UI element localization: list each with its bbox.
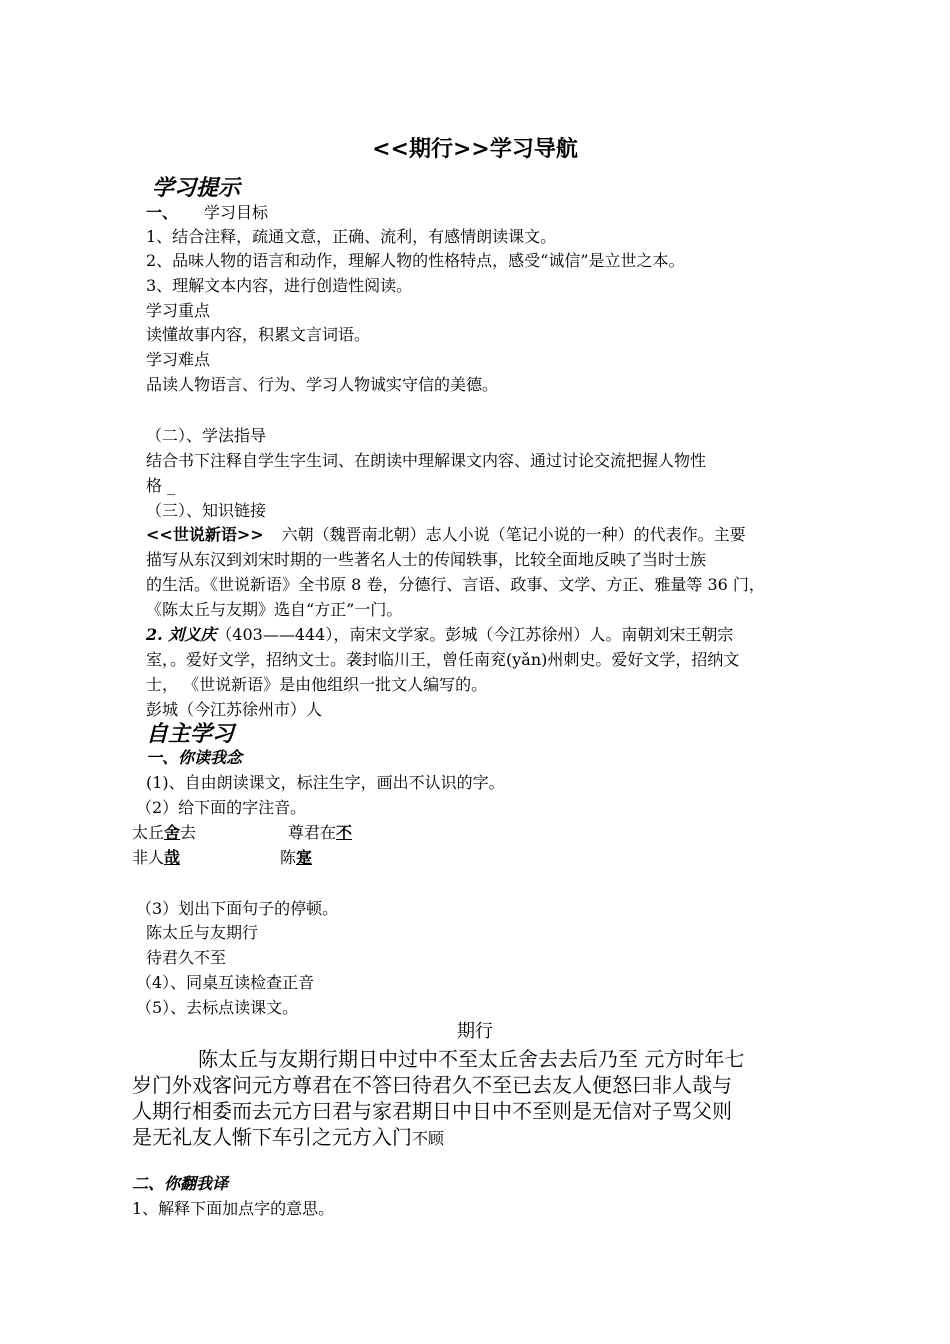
read-item-1: (1)、自由朗读课文，标注生字，画出不认识的字。 bbox=[146, 773, 505, 792]
link-label: （三）、知识链接 bbox=[146, 501, 267, 520]
link2-line-3: 士， 《世说新语》是由他组织一批文人编写的。 bbox=[146, 675, 488, 694]
difficulty-text: 品读人物语言、行为、学习人物诚实守信的美德。 bbox=[146, 375, 499, 394]
goal-item-2: 2、品味人物的语言和动作，理解人物的性格特点，感受“诚信”是立世之本。 bbox=[146, 251, 685, 270]
goal-item-3: 3、理解文本内容，进行创造性阅读。 bbox=[146, 276, 413, 295]
goal-item-1: 1、结合注释，疏通文意，正确、流利，有感情朗读课文。 bbox=[146, 227, 557, 246]
page-title: <<期行>>学习导航 bbox=[372, 136, 578, 162]
link1-line-2: 描写从东汉到刘宋时期的一些著名人士的传闻轶事，比较全面地反映了当时士族 bbox=[146, 550, 707, 569]
method-label: （二）、学法指导 bbox=[146, 426, 267, 445]
link2-line-2: 室，。爱好文学，招纳文士。袭封临川王，曾任南兖(yǎn)州刺史。爱好文学，招纳文 bbox=[146, 650, 740, 669]
char-underlined: 寔 bbox=[296, 848, 313, 867]
focus-label: 学习重点 bbox=[146, 301, 211, 320]
goal-number: 一、 bbox=[146, 203, 179, 222]
read-item-2: （2）给下面的字注音。 bbox=[136, 798, 307, 817]
subheading-translate: 二、你翻我译 bbox=[132, 1174, 229, 1193]
translate-item-1: 1、解释下面加点字的意思。 bbox=[132, 1199, 335, 1218]
link2-title: 2. 刘义庆 bbox=[146, 625, 217, 644]
text-line-4: 是无礼友人惭下车引之元方入门不顾 bbox=[132, 1125, 445, 1149]
char-row-2a: 非人哉 bbox=[132, 848, 181, 867]
link2-line-4: 彭城（今江苏徐州市）人 bbox=[146, 700, 323, 719]
focus-text: 读懂故事内容，积累文言词语。 bbox=[146, 325, 371, 344]
text-title: 期行 bbox=[457, 1021, 493, 1042]
text-line-2: 岁门外戏客问元方尊君在不答曰待君久不至已去友人便怒曰非人哉与 bbox=[132, 1073, 732, 1097]
pause-sentence-2: 待君久不至 bbox=[146, 948, 227, 967]
char-underlined: 哉 bbox=[164, 848, 181, 867]
section-heading-self-study: 自主学习 bbox=[146, 721, 235, 747]
link1-title: <<世说新语>> bbox=[146, 525, 264, 544]
char-underlined: 舍 bbox=[164, 823, 181, 842]
method-line-2: 格 _ bbox=[146, 476, 176, 495]
char-row-2b: 陈寔 bbox=[280, 848, 313, 867]
char-row-1a: 太丘舍去 bbox=[132, 823, 197, 842]
char-underlined: 不 bbox=[336, 823, 353, 842]
char-row-1b: 尊君在不 bbox=[288, 823, 353, 842]
read-item-4: （4）、同桌互读检查正音 bbox=[136, 973, 315, 992]
goal-heading bbox=[146, 201, 268, 225]
pause-sentence-1: 陈太丘与友期行 bbox=[146, 923, 259, 942]
section-heading-tips: 学习提示 bbox=[152, 175, 241, 201]
method-line-1: 结合书下注释自学生字生词、在朗读中理解课文内容、通过讨论交流把握人物性 bbox=[146, 451, 707, 470]
read-item-3: （3）划出下面句子的停顿。 bbox=[136, 899, 339, 918]
link2-line-1: 2. 刘义庆（403——444），南宋文学家。彭城（今江苏徐州）人。南朝刘宋王朝宗 bbox=[146, 625, 734, 644]
text-line-1: 陈太丘与友期行期日中过中不至太丘舍去去后乃至 元方时年七 bbox=[198, 1047, 745, 1071]
subheading-read: 一、你读我念 bbox=[146, 748, 243, 767]
read-item-5: （5）、去标点读课文。 bbox=[136, 998, 299, 1017]
method-mark: _ bbox=[167, 476, 176, 495]
link1-line-4: 《陈太丘与友期》选自“方正”一门。 bbox=[146, 600, 403, 619]
goal-label: 学习目标 bbox=[204, 203, 269, 222]
link1-line-1: <<世说新语>> 六朝（魏晋南北朝）志人小说（笔记小说的一种）的代表作。主要 bbox=[146, 525, 746, 544]
text-line-3: 人期行相委而去元方曰君与家君期日中日中不至则是无信对子骂父则 bbox=[132, 1099, 732, 1123]
difficulty-label: 学习难点 bbox=[146, 350, 211, 369]
link1-line-3: 的生活。《世说新语》全书原 8 卷，分德行、言语、政事、文学、方正、雅量等 36 门， bbox=[146, 575, 765, 594]
